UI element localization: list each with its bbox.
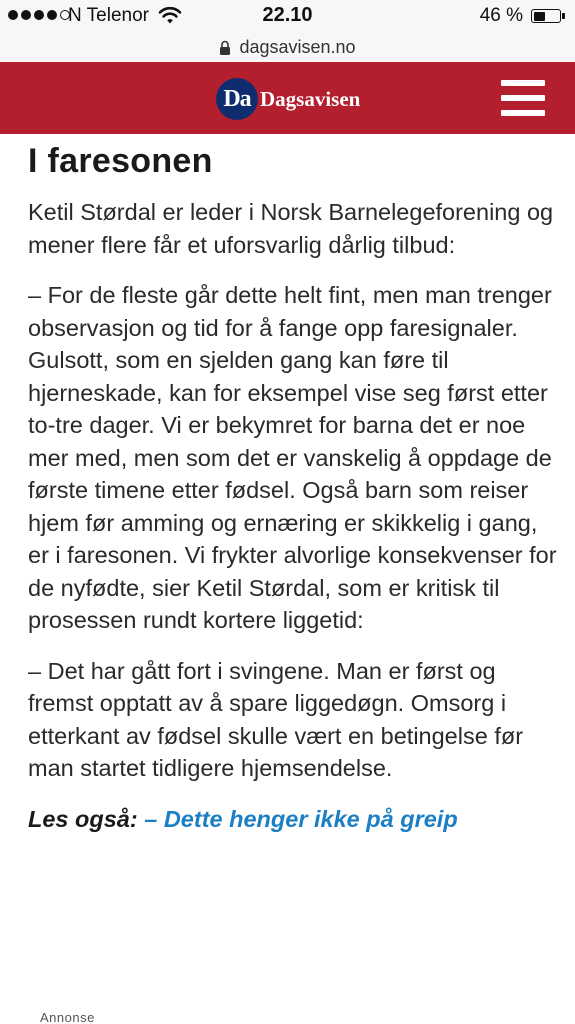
article-paragraph: Ketil Størdal er leder i Norsk Barnelegeforening og mener flere får et uforsvarlig dårlig tilbud: [28,199,554,258]
article-subheading: I faresonen [28,142,213,180]
logo-badge: Da [216,78,258,120]
url-text: dagsavisen.no [239,36,356,57]
clock: 22.10 [262,4,313,26]
article-paragraph: – Det har gått fort i svingene. Man er først og fremst opptatt av å spare liggedøgn. Omsorg i etterkant av fødsel skulle vært en betingelse før man startet tidligere hjemsendelse. [28,657,524,781]
status-bar [0,0,575,32]
battery-icon [531,9,561,23]
article-paragraph: – For de fleste går dette helt fint, men man trenger observasjon og tid for å fange opp faresignaler. Gulsott, som en sjelden gang kan føre til hjerneskade, kan for eksempel vise seg først etter to-tre dager. Vi er bekymret for barna det er noe mer med, men som det er vanskelig å oppdage de første timene etter fødsel. Også barn som reiser hjem før amming og ernæring er skikkelig i gang, er i faresonen. Vi frykter alvorlige konsekvenser for de nyfødte, sier Ketil Størdal, som er kritisk til prosessen rundt kortere liggetid: [28,282,557,633]
logo-name: Dagsavisen [260,86,361,111]
lock-icon [219,40,231,56]
read-also-link[interactable]: – Dette henger ikke på greip [144,805,458,832]
hamburger-menu-icon[interactable] [501,80,545,116]
carrier-name: N Telenor [68,5,149,26]
ad-label: Annonse [40,1010,95,1024]
battery-percent: 46 % [479,5,523,26]
article-body [28,140,558,835]
address-bar[interactable] [0,32,575,62]
site-header [0,62,575,134]
read-also [28,803,558,835]
site-logo[interactable] [216,78,360,120]
battery-level [534,12,546,21]
read-also-label: Les også: [28,805,138,832]
